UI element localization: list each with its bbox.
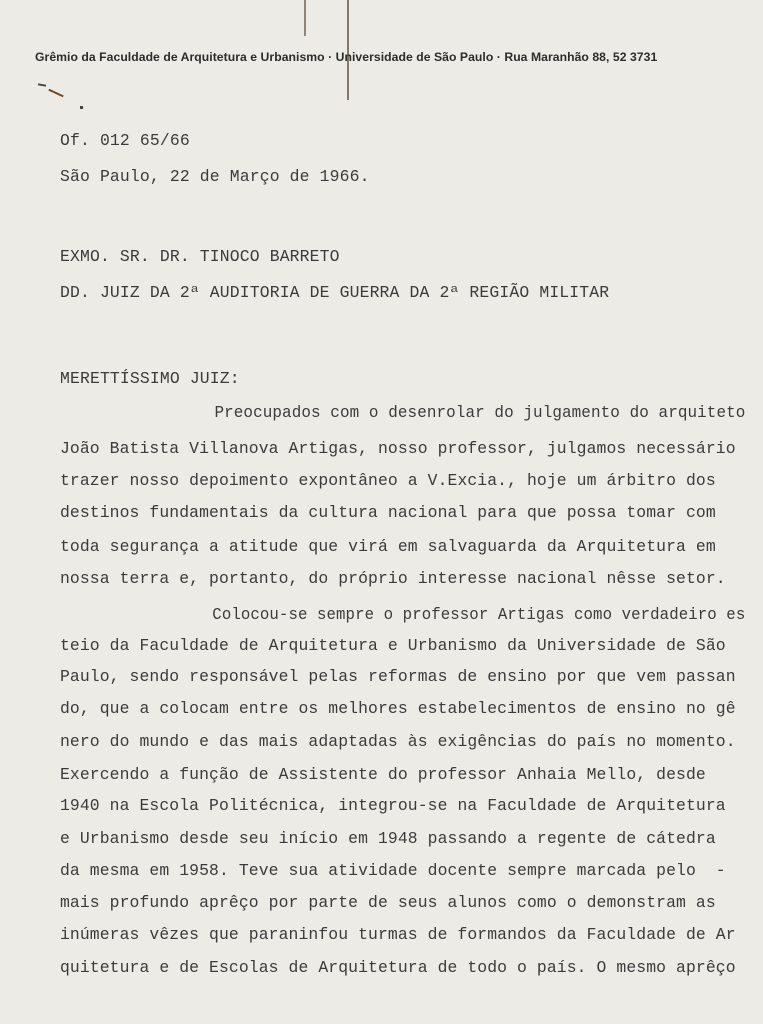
body-line: da mesma em 1958. Teve sua atividade docente sempre marcada pelo - bbox=[60, 861, 726, 880]
body-line: teio da Faculdade de Arquitetura e Urbanismo da Universidade de São bbox=[60, 636, 726, 655]
body-line: e Urbanismo desde seu início em 1948 passando a regente de cátedra bbox=[60, 829, 716, 848]
ink-speck bbox=[48, 89, 63, 98]
body-line: Paulo, sendo responsável pelas reformas de ensino por que vem passan bbox=[60, 667, 736, 686]
body-line: destinos fundamentais da cultura nacional para que possa tomar com bbox=[60, 503, 716, 522]
addressee-title: DD. JUIZ DA 2ª AUDITORIA DE GUERRA DA 2ª REGIÃO MILITAR bbox=[60, 283, 610, 302]
salutation: MERETTÍSSIMO JUIZ: bbox=[60, 369, 240, 388]
body-line: toda segurança a atitude que virá em salvaguarda da Arquitetura em bbox=[60, 537, 716, 556]
body-line: 1940 na Escola Politécnica, integrou-se na Faculdade de Arquitetura bbox=[60, 796, 726, 815]
body-line: nossa terra e, portanto, do próprio interesse nacional nêsse setor. bbox=[60, 569, 726, 588]
body-line: Colocou-se sempre o professor Artigas como verdadeiro es bbox=[60, 605, 746, 624]
body-line: Preocupados com o desenrolar do julgamento do arquiteto bbox=[60, 403, 746, 422]
addressee-name: EXMO. SR. DR. TINOCO BARRETO bbox=[60, 247, 340, 266]
letter-date: São Paulo, 22 de Março de 1966. bbox=[60, 167, 370, 186]
ink-speck bbox=[80, 106, 83, 109]
body-line: do, que a colocam entre os melhores estabelecimentos de ensino no gê bbox=[60, 699, 736, 718]
body-line: trazer nosso depoimento expontâneo a V.Excia., hoje um árbitro dos bbox=[60, 471, 716, 490]
body-line: nero do mundo e das mais adaptadas às exigências do país no momento. bbox=[60, 732, 736, 751]
body-line: mais profundo aprêço por parte de seus alunos como o demonstram as bbox=[60, 893, 716, 912]
paper-fold-mark bbox=[304, 0, 306, 36]
letterhead: Grêmio da Faculdade de Arquitetura e Urbanismo · Universidade de São Paulo · Rua Maranhão 88, 52 3731 bbox=[35, 50, 658, 64]
body-line: João Batista Villanova Artigas, nosso professor, julgamos necessário bbox=[60, 439, 736, 458]
ink-speck bbox=[38, 83, 46, 86]
body-line: inúmeras vêzes que paraninfou turmas de formandos da Faculdade de Ar bbox=[60, 925, 736, 944]
body-line: Exercendo a função de Assistente do professor Anhaia Mello, desde bbox=[60, 765, 706, 784]
body-line: quitetura e de Escolas de Arquitetura de todo o país. O mesmo aprêço bbox=[60, 958, 736, 977]
office-reference: Of. 012 65/66 bbox=[60, 131, 190, 150]
